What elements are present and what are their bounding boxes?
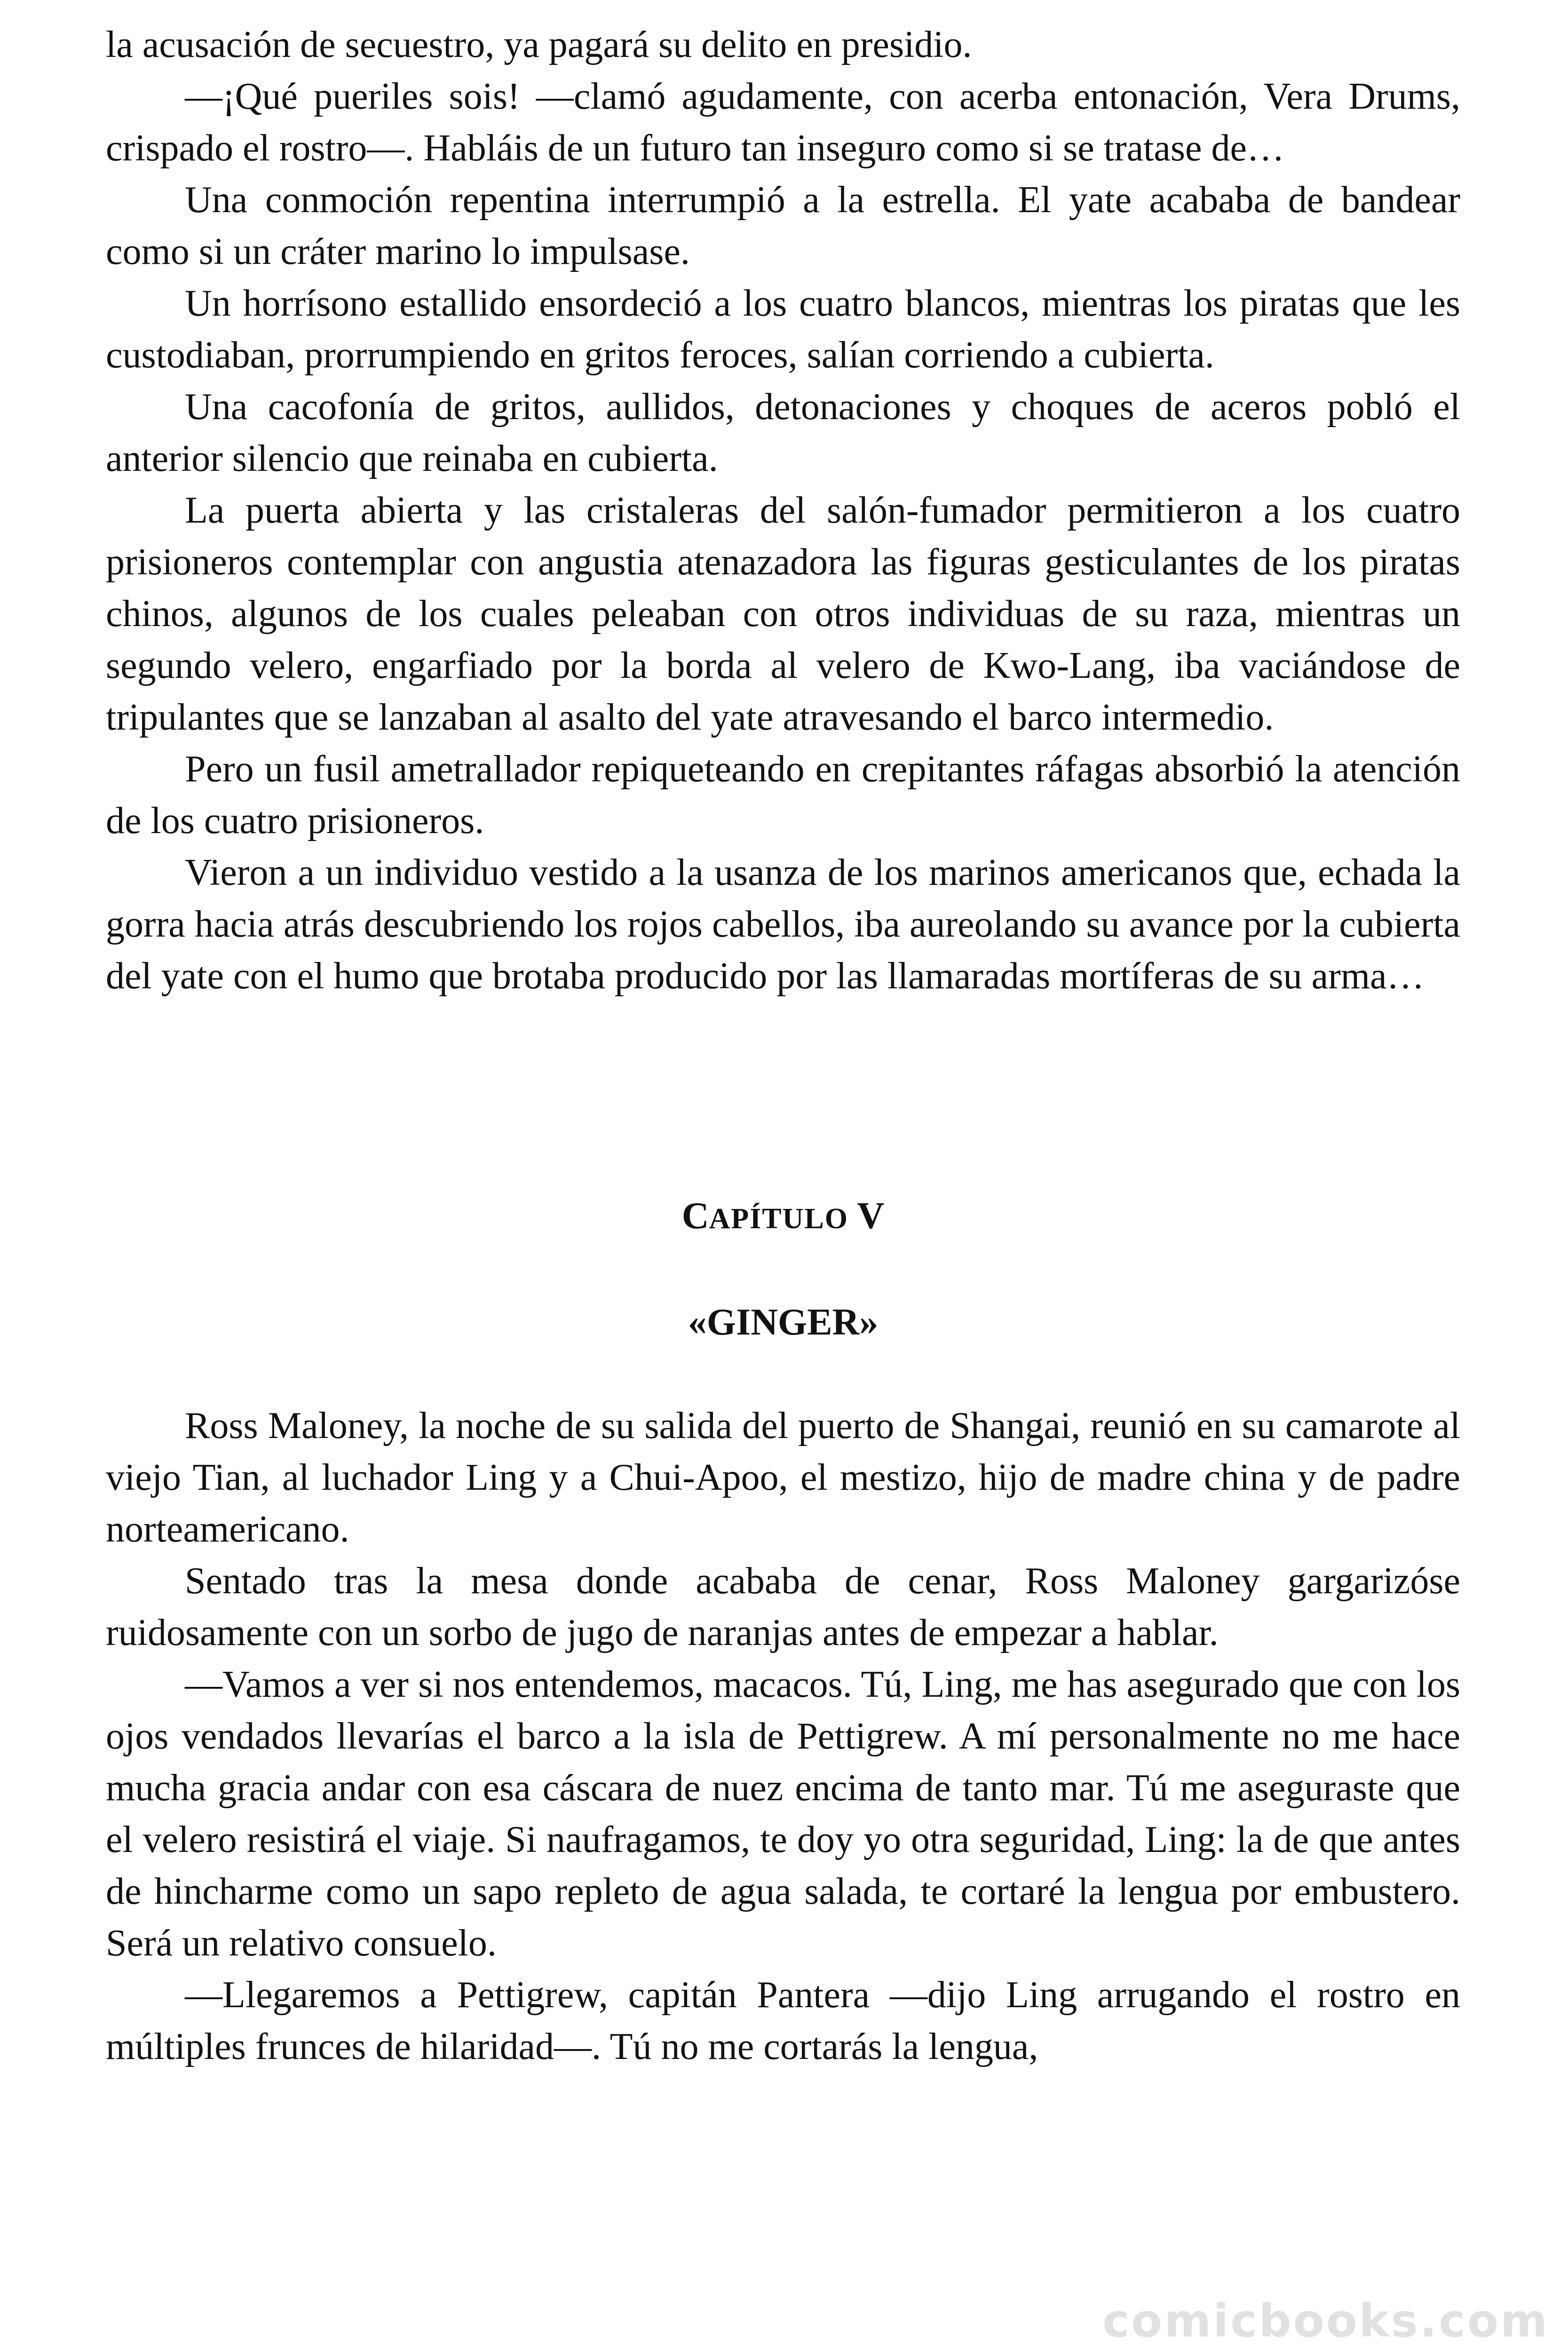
watermark: comicbooks.com — [1102, 2295, 1549, 2347]
paragraph: la acusación de secuestro, ya pagará su delito en presidio. — [106, 24, 972, 65]
paragraph: Un horrísono estallido ensordeció a los cuatro blancos, mientras los piratas que les custodiaban, prorrumpiendo en gritos feroces, salían corriendo a cubierta. — [106, 283, 1460, 376]
paragraph: —Vamos a ver si nos entendemos, macacos. Tú, Ling, me has asegurado que con los ojos vendados llevarías el barco a la isla de Pettigrew. A mí personalmente no me hace mucha gracia andar con esa cáscara de nuez encima de tanto mar. Tú me aseguraste que el velero resistirá el viaje. Si naufragamos, te doy yo otra seguridad, Ling: la de que antes de hincharme como un sapo repleto de agua salada, te cortaré la lengua por embustero. Será un relativo consuelo. — [106, 1664, 1460, 1964]
chapter-heading-rest: APÍTULO — [709, 1203, 848, 1235]
title-spacer — [106, 1348, 1460, 1400]
chapter-title: «GINGER» — [688, 1302, 879, 1343]
paragraph: —Llegaremos a Pettigrew, capitán Pantera —dijo Ling arrugando el rostro en múltiples frunces de hilaridad—. Tú no me cortarás la lengua, — [106, 1974, 1460, 2067]
paragraph: Una cacofonía de gritos, aullidos, detonaciones y choques de aceros pobló el anterior silencio que reinaba en cubierta. — [106, 386, 1460, 479]
book-page — [106, 19, 1460, 2073]
chapter-number: V — [857, 1195, 885, 1237]
chapter-heading — [106, 1190, 1460, 1245]
paragraph: —¡Qué pueriles sois! —clamó agudamente, con acerba entonación, Vera Drums, crispado el rostro—. Habláis de un futuro tan inseguro como si se tratase de… — [106, 76, 1460, 169]
paragraph: La puerta abierta y las cristaleras del salón-fumador permitieron a los cuatro prisioneros contemplar con angustia atenazadora las figuras gesticulantes de los piratas chinos, algunos de los cuales peleaban con otros individuas de su raza, mientras un segundo velero, engarfiado por la borda al velero de Kwo-Lang, iba vaciándose de tripulantes que se lanzaban al asalto del yate atravesando el barco intermedio. — [106, 490, 1460, 738]
paragraph: Vieron a un individuo vestido a la usanza de los marinos americanos que, echada la gorra hacia atrás descubriendo los rojos cabellos, iba aureolando su avance por la cubierta del yate con el humo que brotaba producido por las llamaradas mortíferas de su arma… — [106, 852, 1460, 997]
chapter-heading-initial: C — [681, 1195, 709, 1237]
paragraph: Sentado tras la mesa donde acababa de cenar, Ross Maloney gargarizóse ruidosamente con un sorbo de jugo de naranjas antes de empezar a hablar. — [106, 1560, 1460, 1653]
paragraph: Una conmoción repentina interrumpió a la estrella. El yate acababa de bandear como si un cráter marino lo impulsase. — [106, 179, 1460, 272]
paragraph: Pero un fusil ametrallador repiqueteando en crepitantes ráfagas absorbió la atención de los cuatro prisioneros. — [106, 748, 1460, 842]
chapter-spacer — [106, 1002, 1460, 1190]
paragraph: Ross Maloney, la noche de su salida del puerto de Shangai, reunió en su camarote al viejo Tian, al luchador Ling y a Chui-Apoo, el mestizo, hijo de madre china y de padre norteamericano. — [106, 1405, 1460, 1550]
